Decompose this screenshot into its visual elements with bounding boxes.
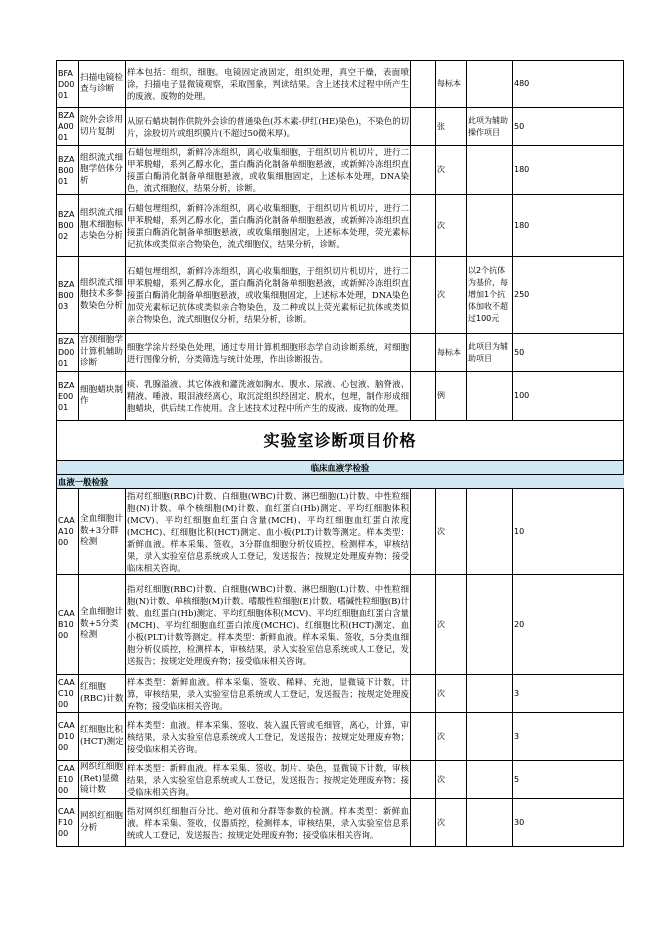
subgroup-label: 血液一般检验 [57,475,624,489]
item-description: 石蜡包埋组织，新鲜冷冻组织，离心收集细胞，于组织切片机切片，进行二甲苯脱蜡，系列乙醇水化，蛋白酶消化制备单细胞悬液，或新鲜冷冻组织直接蛋白酶消化制备单细胞悬液，或收集细胞固定，上述标本处理，荧光素标记抗体或类似亲合物染色，流式细胞仪，结果分析，诊断。 [126,195,411,257]
item-description: 指对红细胞(RBC)计数、白细胞(WBC)计数、淋巴细胞(L)计数、中性粒细胞(N)计数、单核细胞(M)计数、嗜酸性粒细胞(E)计数、嗜碱性粒细胞(B)计数、血红蛋白(Hb)测定、平均红细胞体积(MCV)、平均红细胞血红蛋白含量(MCH)、平均红细胞血红蛋白浓度(MCHC)、红细胞比积(HCT)测定、血小板(PLT)计数等测定。样本类型：新鲜血液。样本采集、签收，5分类血细胞分析仪质控，检测样本，审核结果，录入实验室信息系统或人工登记，发送报告；按规定处理废弃物；接受临床相关咨询。 [126,575,411,675]
item-code: BZA B00 01 [57,146,79,195]
item-unit: 次 [436,489,467,575]
table-row [57,489,624,575]
blank-cell [411,334,436,372]
item-unit: 每标本 [436,334,467,372]
item-note: 此项为辅助操作项目 [467,108,513,146]
item-code: BZA B00 02 [57,195,79,257]
item-note [467,372,513,421]
item-description: 样本类型：新鲜血液。样本采集、签收、稀释、充池，显微镜下计数，计算，审核结果，录入实验室信息系统或人工登记，发送报告；按规定处理废弃物；接受临床相关咨询。 [127,676,409,711]
table-row [57,675,624,713]
item-note: 此项目为辅助项目 [467,334,513,372]
item-unit: 次 [436,761,467,799]
table-row [57,761,624,799]
blank-cell [411,257,436,334]
item-name: 全血细胞计数+5分类检测 [79,575,126,675]
blank-cell [411,489,436,575]
item-unit: 次 [436,799,467,847]
item-note [467,61,513,108]
item-code: CAA B10 00 [57,575,79,675]
blank-cell [411,61,436,108]
item-unit: 张 [436,108,467,146]
item-price: 50 [513,334,624,372]
table-row [57,575,624,675]
item-note [467,799,513,847]
table-row [57,108,624,146]
item-description: 样本包括：组织，细胞。电镜固定液固定，组织处理，真空干燥，表面喷涂，扫描电子显微镜观察，采取图象，判读结果。含上述技术过程中所产生的废液、废物的处理。 [126,61,411,108]
item-description: 从原石蜡块制作供院外会诊的普通染色(苏木素-伊红(HE)染色)，不染色的切片，涂胶切片或组织膜片(不超过50微米厚)。 [126,108,411,146]
item-price: 250 [513,257,624,334]
item-code: CAA E10 00 [57,761,79,799]
item-price: 180 [513,195,624,257]
price-table [56,60,624,847]
table-row [57,372,624,421]
table-row [57,61,624,108]
blank-cell [411,799,436,847]
item-description: 样本类型：血液。样本采集、签收、装入温氏管或毛细管，离心，计算，审核结果，录入实验室信息系统或人工登记，发送报告；按规定处理废弃物；接受临床相关咨询。 [126,713,411,761]
item-code: CAA F10 00 [57,799,79,847]
item-name: 细胞蜡块制作 [79,372,126,421]
item-note [467,195,513,257]
item-name: 组织流式细胞技术多参数染色分析 [79,257,126,334]
item-name: 宫颈细胞学计算机辅助诊断 [79,334,126,372]
item-description: 样本类型：新鲜血液。样本采集、签收、制片、染色，显微镜下计数，审核结果，录入实验室信息系统或人工登记，发送报告；按规定处理废弃物；接受临床相关咨询。 [127,762,409,797]
item-note [467,575,513,675]
item-name: 扫描电镜检查与诊断 [79,61,126,108]
blank-cell [411,195,436,257]
item-name: 组织流式细胞术细胞标志染色分析 [79,195,126,257]
item-note: 以2个抗体为基价，每增加1个抗体加收不超过100元 [467,257,513,334]
subgroup-row [57,475,624,489]
table-row [57,257,624,334]
item-unit: 次 [436,675,467,713]
item-name: 网织红细胞分析 [79,799,126,847]
category-band-row [57,461,624,475]
table-row [57,334,624,372]
item-name: 全血细胞计数+3分群检测 [79,489,126,575]
item-unit: 次 [436,575,467,675]
item-code: BZA D00 01 [57,334,79,372]
item-description: 石蜡包埋组织，新鲜冷冻组织，离心收集细胞，于组织切片机切片，进行二甲苯脱蜡，系列乙醇水化，蛋白酶消化制备单细胞悬液，或新鲜冷冻组织直接蛋白酶消化制备单细胞悬液，或收集细胞固定，上述标本处理，DNA染色加荧光素标记抗体或类似亲合物染色，及二种或以上荧光素标记抗体或类似亲合物染色，流式细胞仪分析，结果分析，诊断。 [126,257,411,334]
table-row [57,195,624,257]
item-unit: 次 [436,146,467,195]
item-price: 180 [513,146,624,195]
item-name: 网织红细胞(Ret)显微镜计数 [79,761,126,799]
item-name: 院外会诊用切片复制 [79,108,126,146]
item-unit: 次 [436,195,467,257]
table-row [57,713,624,761]
item-note [467,675,513,713]
table-row [57,799,624,847]
item-description: 痰、乳腺溢液、其它体液和灌洗液如胸水、腹水、尿液、心包液、脑脊液、精液、唾液、眼泪液经离心，取沉淀组织经固定、脱水，包埋，制作形成细胞蜡块，供后续工作使用。含上述技术过程中所产生的废液、废物的处理。 [126,372,411,421]
item-price: 20 [513,575,624,675]
section-title: 实验室诊断项目价格 [57,421,624,461]
item-code: BZA E00 01 [57,372,79,421]
item-code: CAA C10 00 [57,675,79,713]
item-name: 组织流式细胞学倍体分析 [79,146,126,195]
item-code: BFA D00 01 [57,61,79,108]
item-code: BZA B00 03 [57,257,79,334]
category-band: 临床血液学检验 [57,461,624,475]
item-unit: 每标本 [436,61,467,108]
item-price: 100 [513,372,624,421]
item-description: 石蜡包埋组织，新鲜冷冻组织，离心收集细胞，于组织切片机切片，进行二甲苯脱蜡，系列乙醇水化，蛋白酶消化制备单细胞悬液，或新鲜冷冻组织直接蛋白酶消化制备单细胞悬液，或收集细胞固定，上述标本处理，DNA染色，流式细胞仪，结果分析，诊断。 [127,147,409,193]
section-title-row [57,421,624,461]
item-price: 5 [513,761,624,799]
item-name: 红细胞(RBC)计数 [79,675,126,713]
blank-cell [411,372,436,421]
item-note [467,713,513,761]
item-note [467,761,513,799]
item-note [467,146,513,195]
blank-cell [411,713,436,761]
item-code: BZA A00 01 [57,108,79,146]
item-price: 10 [513,489,624,575]
item-unit: 例 [436,372,467,421]
item-price: 480 [513,61,624,108]
item-code: CAA D10 00 [57,713,79,761]
item-unit: 次 [436,257,467,334]
blank-cell [411,675,436,713]
item-price: 3 [513,675,624,713]
table-row [57,146,624,195]
item-price: 50 [513,108,624,146]
item-price: 3 [513,713,624,761]
item-code: CAA A10 00 [57,489,79,575]
item-note [467,489,513,575]
blank-cell [411,146,436,195]
blank-cell [411,761,436,799]
item-description: 指对红细胞(RBC)计数、白细胞(WBC)计数、淋巴细胞(L)计数、中性粒细胞(N)计数、单个核细胞(M)计数、血红蛋白(Hb)测定、平均红细胞体积(MCV)、平均红细胞血红蛋白含量(MCH)、平均红细胞血红蛋白浓度(MCHC)、红细胞比积(HCT)测定、血小板(PLT)计数等测定。样本类型：新鲜血液。样本采集、签收，3分群血细胞分析仪质控，检测样本，审核结果，录入实验室信息系统或人工登记，发送报告；按规定处理废弃物；接受临床相关咨询。 [127,490,409,573]
item-description: 指对网织红细胞百分比、绝对值和分群等参数的检测。样本类型：新鲜血液。样本采集、签收，仪器质控，检测样本，审核结果，录入实验室信息系统或人工登记，发送报告；按规定处理废弃物；接受临床相关咨询。 [126,799,411,847]
blank-cell [411,108,436,146]
item-unit: 次 [436,713,467,761]
item-price: 30 [513,799,624,847]
item-name: 红细胞比积(HCT)测定 [79,713,126,761]
blank-cell [411,575,436,675]
item-description: 细胞学涂片经染色处理，通过专用计算机细胞形态学自动诊断系统，对细胞进行图像分析，分类筛选与统计处理，作出诊断报告。 [126,334,411,372]
